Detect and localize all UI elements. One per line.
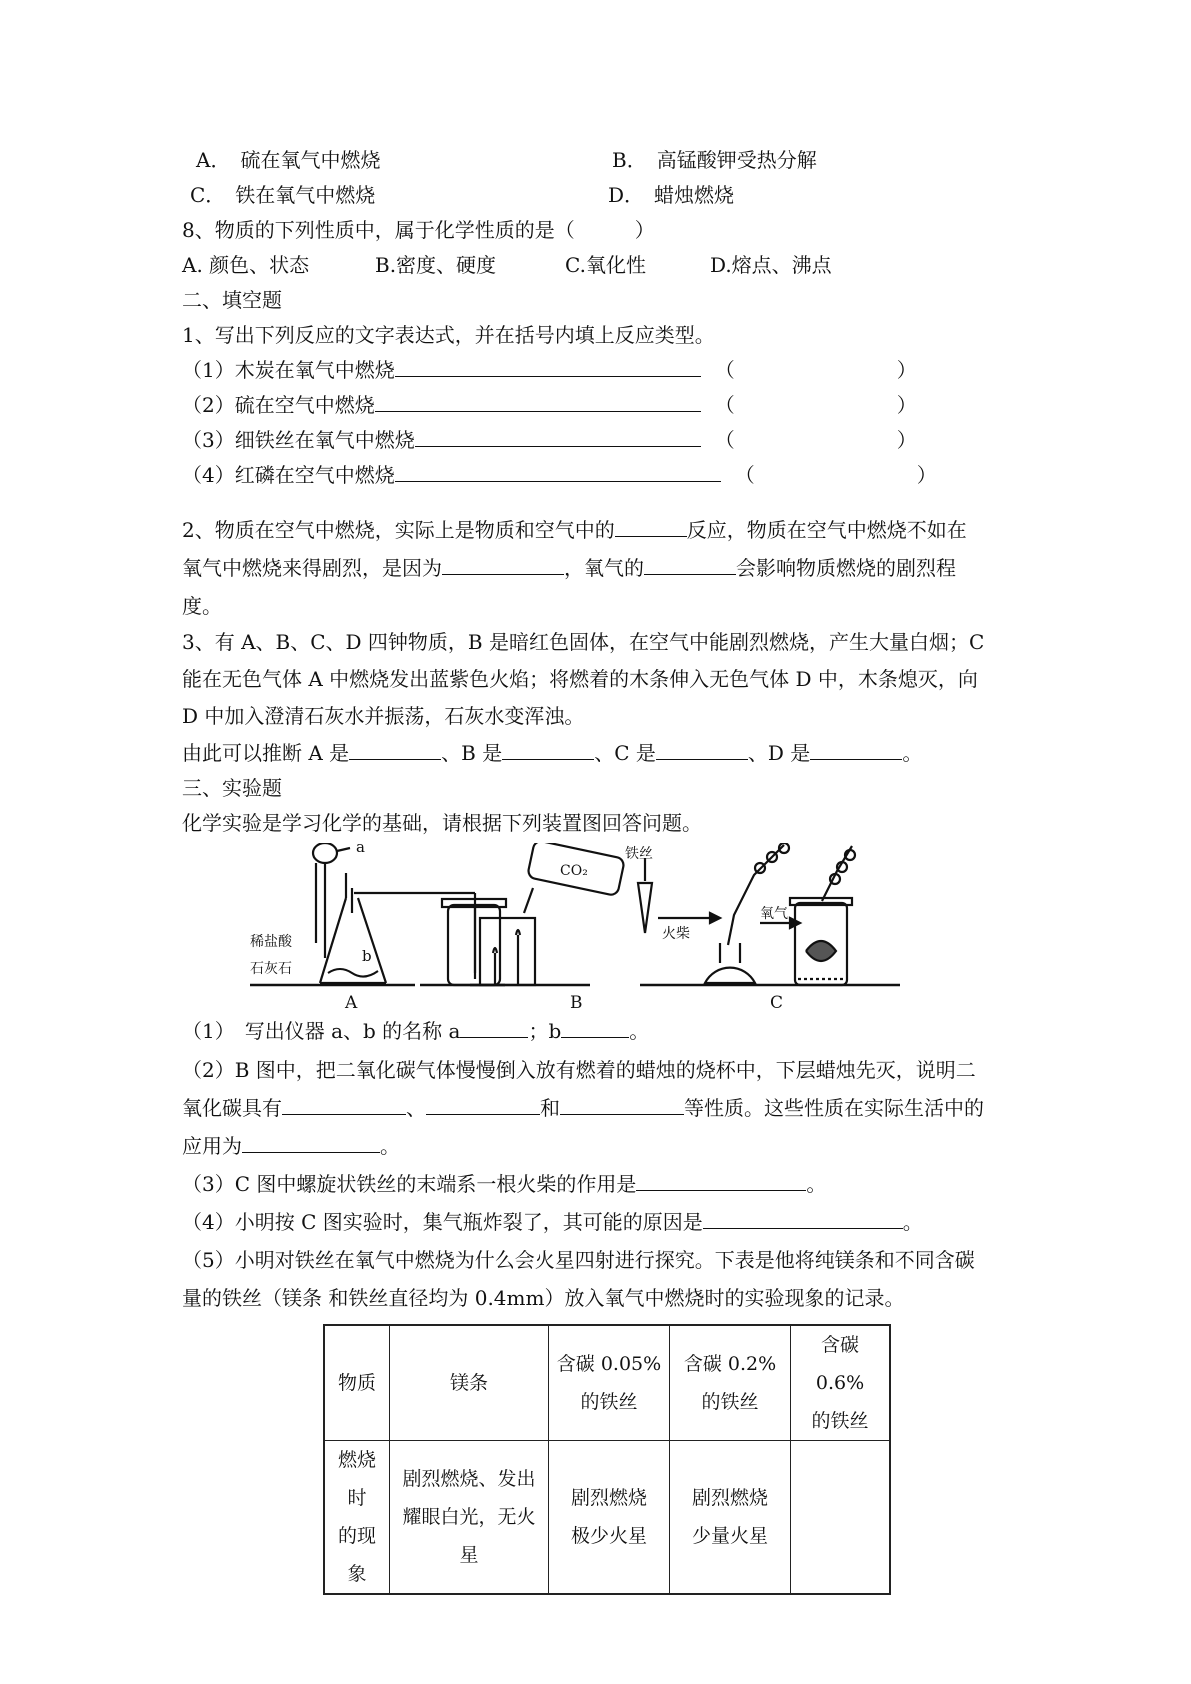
q7-option-d: D． 蜡烛燃烧 xyxy=(608,183,735,207)
table-cell: 剧烈燃烧 少量火星 xyxy=(670,1441,791,1595)
label-a: a xyxy=(356,843,365,856)
label-oxygen: 氧气 xyxy=(760,906,788,922)
s2-q1-item-4: （4）红磷在空气中燃烧 （ ） xyxy=(182,463,937,487)
answer-blank[interactable] xyxy=(636,1170,806,1191)
table-row xyxy=(324,1325,890,1441)
label-match: 火柴 xyxy=(662,926,690,942)
caption-c: C xyxy=(770,993,784,1013)
q8-option-c: C.氧化性 xyxy=(565,253,646,277)
answer-blank[interactable] xyxy=(560,1094,684,1115)
q7-option-c: C． 铁在氧气中燃烧 xyxy=(190,183,376,207)
s2-q1-item-1: （1）木炭在氧气中燃烧 （ ） xyxy=(182,358,917,382)
s3-intro: 化学实验是学习化学的基础，请根据下列装置图回答问题。 xyxy=(182,811,702,835)
s2-q1-item-2: （2）硫在空气中燃烧 （ ） xyxy=(182,393,917,417)
answer-blank[interactable] xyxy=(349,739,441,760)
s2-q3-line3: D 中加入澄清石灰水并振荡，石灰水变浑浊。 xyxy=(182,704,585,728)
answer-blank[interactable] xyxy=(656,739,748,760)
answer-blank[interactable] xyxy=(703,1208,903,1229)
section3-title: 三、实验题 xyxy=(182,776,282,800)
answer-blank[interactable] xyxy=(395,356,701,377)
table-header-cell: 物质 xyxy=(324,1325,390,1441)
s3-q5-line2: 量的铁丝（镁条 和铁丝直径均为 0.4mm）放入氧气中燃烧时的实验现象的记录。 xyxy=(182,1286,905,1310)
s2-q3-line1: 3、有 A、B、C、D 四钟物质，B 是暗红色固体，在空气中能剧烈燃烧，产生大量白烟；C xyxy=(182,630,985,654)
table-cell: 剧烈燃烧、发出 耀眼白光，无火星 xyxy=(390,1441,549,1595)
label-dilute-hcl: 稀盐酸 xyxy=(250,934,292,950)
apparatus-b xyxy=(470,843,625,985)
table-cell: 燃烧时 的现象 xyxy=(324,1441,390,1595)
s2-q2-line2: 氧气中燃烧来得剧烈，是因为 ，氧气的 会影响物质燃烧的剧烈程 xyxy=(182,556,956,580)
answer-blank[interactable] xyxy=(615,516,687,537)
q8-stem: 8、物质的下列性质中，属于化学性质的是（ ） xyxy=(182,218,655,242)
s2-q1-stem: 1、写出下列反应的文字表达式，并在括号内填上反应类型。 xyxy=(182,323,715,347)
table-header-cell: 镁条 xyxy=(390,1325,549,1441)
answer-blank[interactable] xyxy=(442,554,564,575)
q8-option-a: A. 颜色、状态 xyxy=(182,253,310,277)
s2-q3-line4: 由此可以推断 A 是 、B 是 、C 是 、D 是 。 xyxy=(182,741,923,765)
table-row xyxy=(324,1441,890,1595)
s2-q2-line1: 2、物质在空气中燃烧，实际上是物质和空气中的 反应，物质在空气中燃烧不如在 xyxy=(182,518,967,542)
s3-q1: （1） 写出仪器 a、b 的名称 a ；b 。 xyxy=(182,1019,650,1043)
s2-q3-line2: 能在无色气体 A 中燃烧发出蓝紫色火焰；将燃着的木条伸入无色气体 D 中，木条熄灭，向 xyxy=(182,667,978,691)
table-header-cell: 含碳 0.2% 的铁丝 xyxy=(670,1325,791,1441)
s3-q2-line2: 氧化碳具有 、 和 等性质。这些性质在实际生活中的 xyxy=(182,1096,984,1120)
table-header-cell: 含碳 0.6% 的铁丝 xyxy=(791,1325,891,1441)
s3-q4: （4）小明按 C 图实验时，集气瓶炸裂了，其可能的原因是 。 xyxy=(182,1210,923,1234)
answer-blank[interactable] xyxy=(375,391,701,412)
answer-blank[interactable] xyxy=(242,1132,380,1153)
s2-q2-line3: 度。 xyxy=(182,594,222,618)
q8-option-d: D.熔点、沸点 xyxy=(710,253,832,277)
q8-option-b: B.密度、硬度 xyxy=(375,253,497,277)
label-limestone: 石灰石 xyxy=(250,961,292,977)
experiment-table xyxy=(323,1324,891,1595)
s3-q2-line3: 应用为 。 xyxy=(182,1134,400,1158)
answer-blank[interactable] xyxy=(415,426,701,447)
label-iron-wire: 铁丝 xyxy=(625,846,653,862)
apparatus-figure xyxy=(250,843,900,1013)
s3-q2-line1: （2）B 图中，把二氧化碳气体慢慢倒入放有燃着的蜡烛的烧杯中，下层蜡烛先灭，说明二 xyxy=(182,1058,976,1082)
answer-blank[interactable] xyxy=(460,1017,528,1038)
table-cell: 剧烈燃烧 极少火星 xyxy=(549,1441,670,1595)
s2-q1-item-3: （3）细铁丝在氧气中燃烧 （ ） xyxy=(182,428,917,452)
table-header-cell: 含碳 0.05% 的铁丝 xyxy=(549,1325,670,1441)
section2-title: 二、填空题 xyxy=(182,288,282,312)
label-b: b xyxy=(362,947,372,965)
answer-blank[interactable] xyxy=(395,461,721,482)
answer-blank[interactable] xyxy=(810,739,902,760)
table-cell-empty[interactable] xyxy=(791,1441,891,1595)
answer-blank[interactable] xyxy=(644,554,736,575)
caption-b: B xyxy=(570,993,583,1013)
answer-blank[interactable] xyxy=(282,1094,406,1115)
answer-blank[interactable] xyxy=(502,739,594,760)
answer-blank[interactable] xyxy=(426,1094,540,1115)
q7-option-a: A． 硫在氧气中燃烧 xyxy=(196,148,381,172)
s3-q5-line1: （5）小明对铁丝在氧气中燃烧为什么会火星四射进行探究。下表是他将纯镁条和不同含碳 xyxy=(182,1248,975,1272)
answer-blank[interactable] xyxy=(561,1017,629,1038)
q7-option-b: B． 高锰酸钾受热分解 xyxy=(612,148,817,172)
label-co2: CO₂ xyxy=(560,863,588,879)
caption-a: A xyxy=(345,993,358,1013)
s3-q3: （3）C 图中螺旋状铁丝的末端系一根火柴的作用是 。 xyxy=(182,1172,827,1196)
